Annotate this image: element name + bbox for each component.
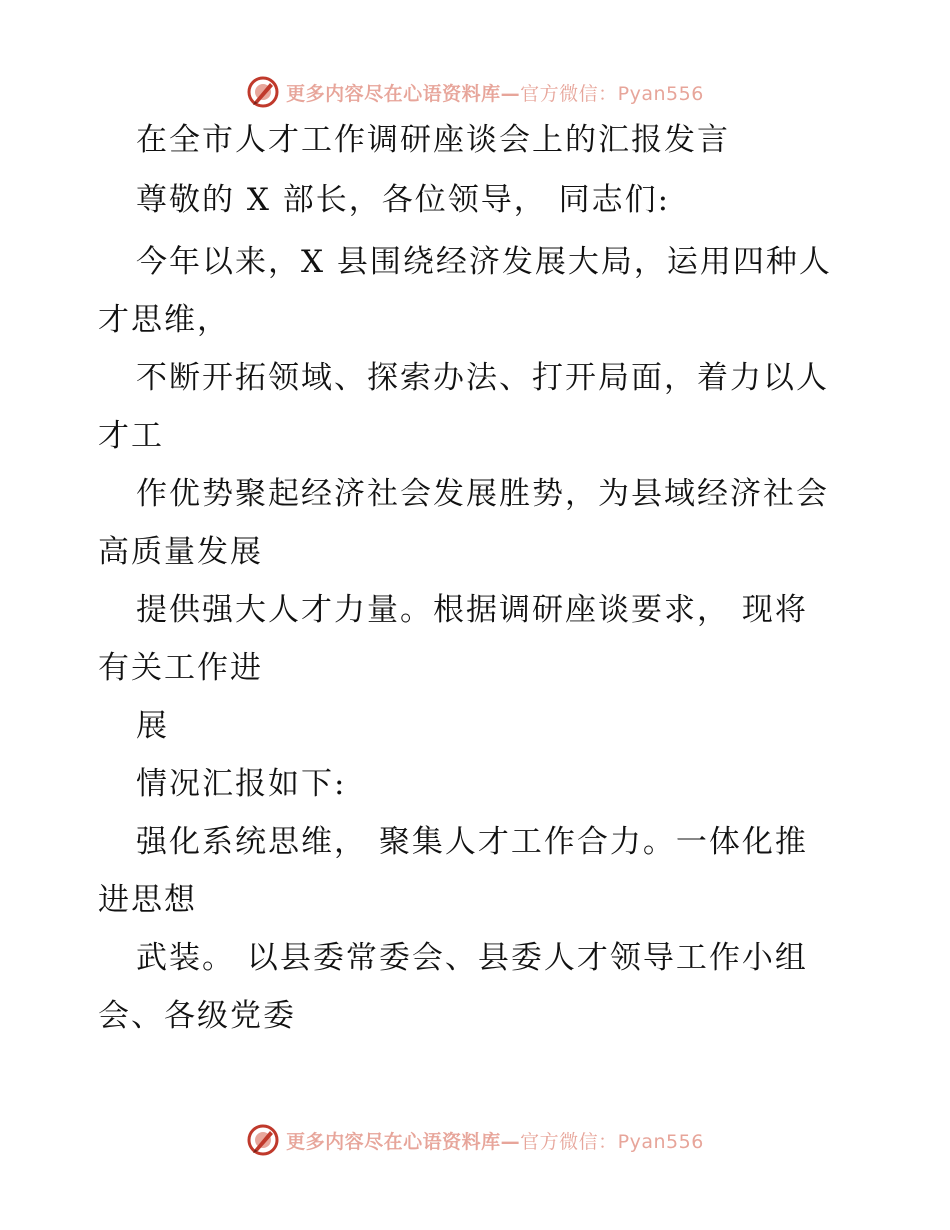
paragraph-line: 强化系统思维， 聚集人才工作合力。一体化推	[136, 824, 808, 860]
paragraph-line: 不断开拓领域、探索办法、打开局面，着力以人	[136, 360, 829, 396]
paragraph-line: 展	[136, 708, 169, 744]
watermark-text: 更多内容尽在心语资料库—官方微信：Pyan556	[286, 82, 704, 105]
paragraph-line: 才思维，	[98, 302, 230, 338]
watermark-text: 更多内容尽在心语资料库—官方微信：Pyan556	[286, 1130, 704, 1153]
pen-circle-logo-icon	[246, 75, 280, 109]
document-title: 在全市人才工作调研座谈会上的汇报发言	[136, 122, 730, 158]
paragraph-line: 武装。 以县委常委会、县委人才领导工作小组	[136, 940, 808, 976]
paragraph-line: 作优势聚起经济社会发展胜势，为县域经济社会	[136, 476, 829, 512]
paragraph-line: 会、各级党委	[98, 998, 296, 1034]
header-watermark	[0, 72, 950, 112]
pen-circle-logo-icon	[246, 1123, 280, 1157]
paragraph-line: 才工	[98, 418, 164, 454]
paragraph-line: 今年以来，X 县围绕经济发展大局，运用四种人	[136, 244, 832, 280]
paragraph-line: 有关工作进	[98, 650, 263, 686]
paragraph-line: 提供强大人才力量。根据调研座谈要求， 现将	[136, 592, 808, 628]
paragraph-line: 高质量发展	[98, 534, 263, 570]
paragraph-line: 进思想	[98, 882, 197, 918]
paragraph-line: 情况汇报如下:	[136, 766, 347, 802]
salutation: 尊敬的 X 部长，各位领导， 同志们:	[136, 182, 671, 218]
footer-watermark	[0, 1120, 950, 1160]
